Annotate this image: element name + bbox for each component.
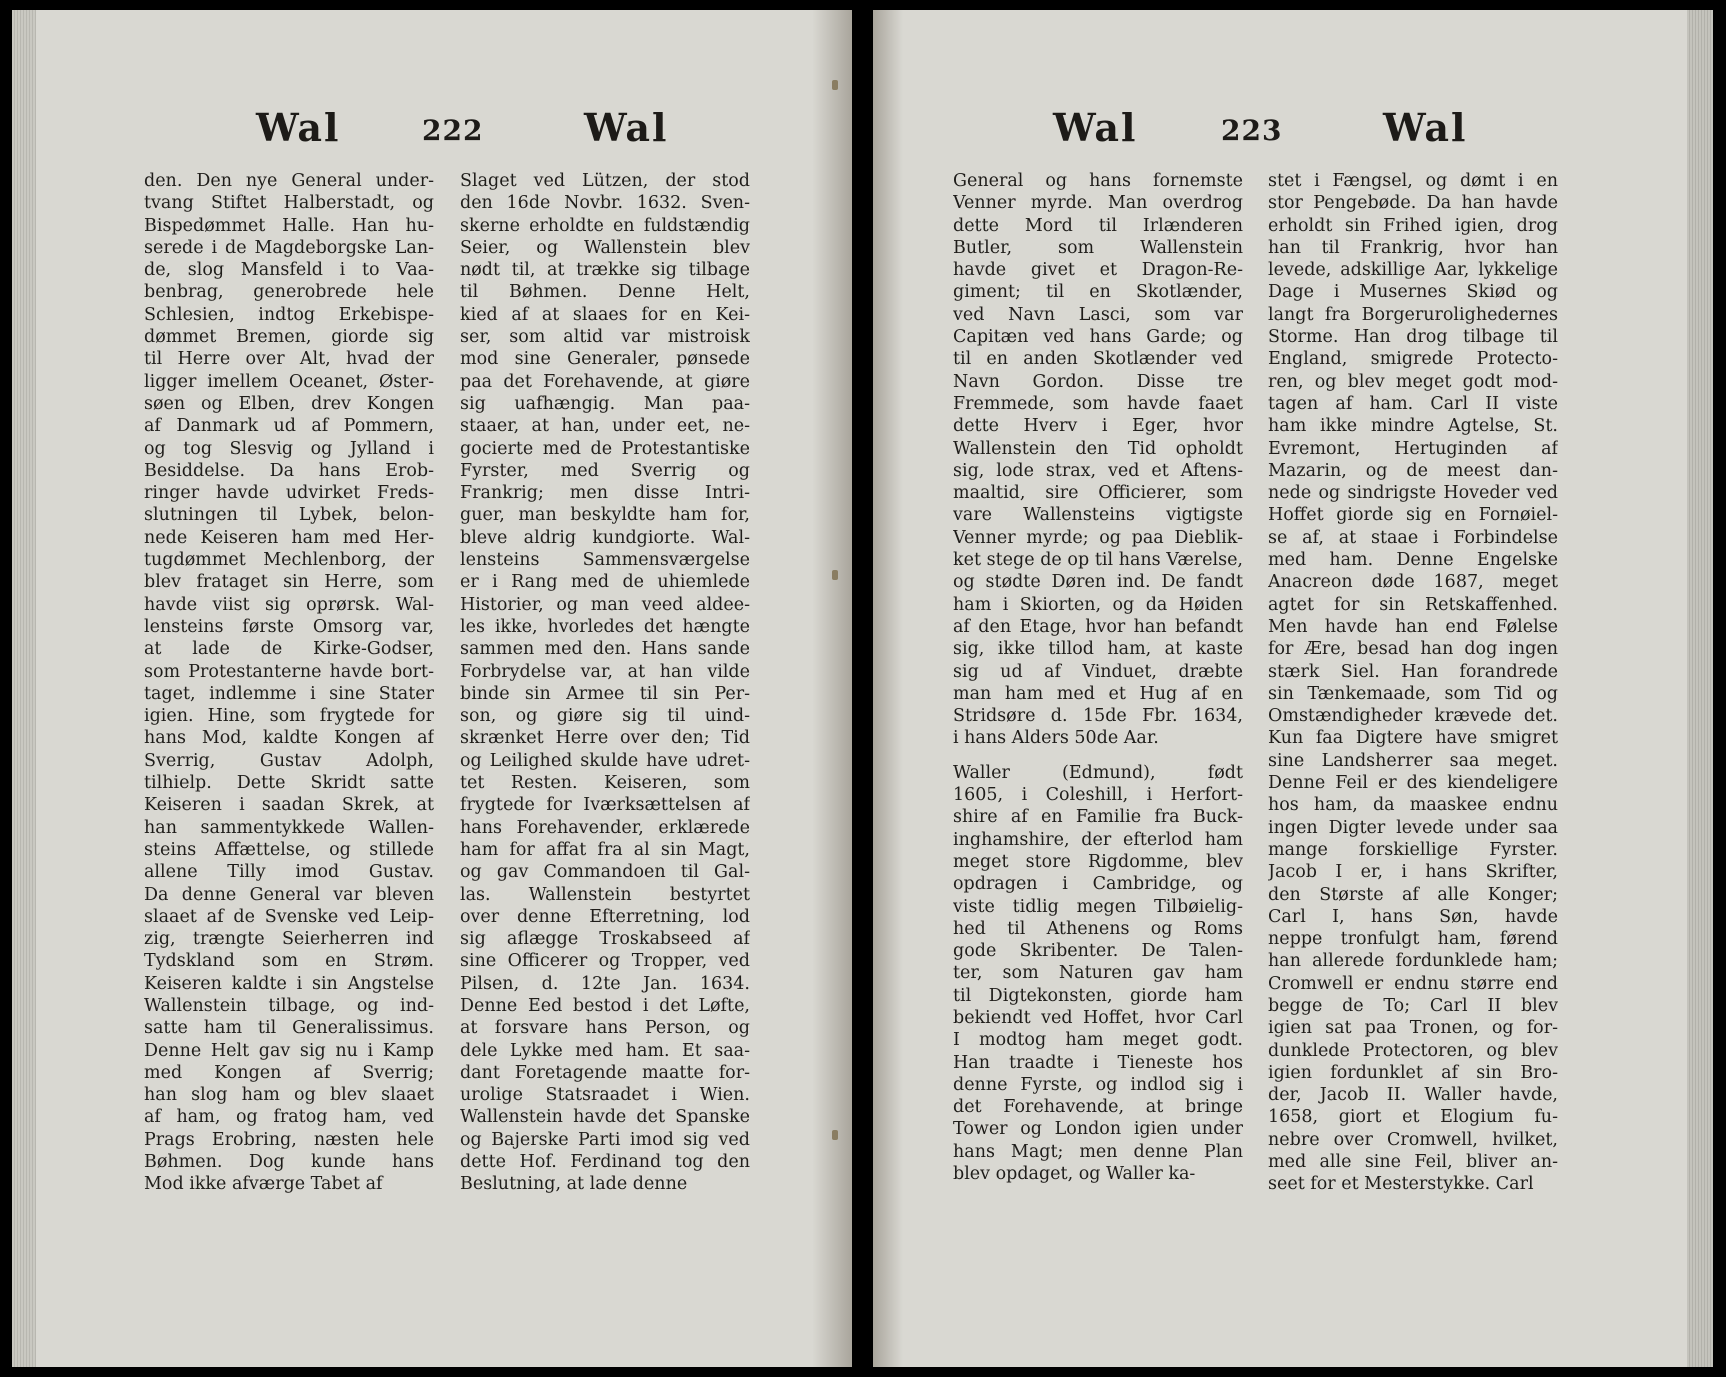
text-line: Prags Erobring, næsten hele (144, 1129, 434, 1150)
text-line: serede i de Magdeborgske Lan- (144, 237, 434, 258)
text-line: Forbrydelse var, at han vilde (460, 661, 750, 682)
text-line: Sverrig, Gustav Adolph, (144, 750, 434, 771)
text-line: og tog Slesvig og Jylland i (144, 438, 434, 459)
text-line: inghamshire, der efterlod ham (953, 829, 1243, 850)
text-line: de, slog Mansfeld i to Vaa- (144, 260, 434, 281)
text-line: tagen af ham. Carl II viste (1268, 393, 1558, 414)
text-line: begge de To; Carl II blev (1268, 995, 1558, 1016)
text-line: Venner myrde; og paa Dieblik- (953, 527, 1243, 548)
text-line: urolige Statsraadet i Wien. (460, 1085, 750, 1106)
text-line: Anacreon døde 1687, meget (1268, 572, 1558, 593)
text-line: levede, adskillige Aar, lykkelige (1268, 260, 1558, 281)
text-line: og Bajerske Parti imod sig ved (460, 1129, 750, 1150)
text-line: Men havde han end Følelse (1268, 616, 1558, 637)
text-line: Denne Eed bestod i det Løfte, (460, 995, 750, 1016)
text-line: Wallenstein den Tid opholdt (953, 438, 1243, 459)
text-line: I modtog ham meget godt. (953, 1030, 1243, 1051)
page-edge (1687, 10, 1713, 1367)
page-number: 222 (422, 114, 484, 147)
text-line: vare Wallensteins vigtigste (953, 505, 1243, 526)
text-line: blev opdaget, og Waller ka- (953, 1164, 1196, 1185)
text-line: Fremmede, som havde faaet (953, 393, 1243, 414)
text-line: hed til Athenens og Roms (953, 918, 1243, 939)
text-line: sig, lode strax, ved et Aftens- (953, 460, 1243, 481)
text-line: Waller (Edmund), født (953, 762, 1243, 783)
text-line: Hoffet giorde sig en Fornøiel- (1268, 505, 1558, 526)
text-line: Storme. Han drog tilbage til (1268, 327, 1558, 348)
text-line: stor Pengebøde. Da han havde (1268, 193, 1558, 214)
text-line: denne Fyrste, og indlod sig i (953, 1074, 1243, 1095)
text-line: zig, trængte Seierherren ind (144, 929, 434, 950)
text-line: for Ære, besad han dog ingen (1268, 639, 1558, 660)
text-line: Kun faa Digtere have smigret (1268, 728, 1558, 749)
text-line: ren, og blev meget godt mod- (1268, 371, 1558, 392)
text-line: tvang Stiftet Halberstadt, og (144, 193, 434, 214)
text-line: staaer, at han, under eet, ne- (460, 416, 750, 437)
text-line: lensteins Sammensværgelse (460, 550, 750, 571)
text-line: Wallenstein havde det Spanske (460, 1107, 750, 1128)
text-line: ringer havde udvirket Freds- (144, 483, 434, 504)
text-line: Slaget ved Lützen, der stod (460, 171, 750, 191)
text-line: stærk Siel. Han forandrede (1268, 661, 1558, 682)
text-line: dunklede Protectoren, og blev (1268, 1040, 1558, 1061)
text-line: steins Affættelse, og stillede (144, 839, 434, 860)
text-line: Keiseren kaldte i sin Angstelse (144, 973, 434, 994)
text-line: las. Wallenstein bestyrtet (460, 884, 750, 905)
text-line: havde givet et Dragon-Re- (953, 260, 1243, 281)
text-line: dette Hof. Ferdinand tog den (460, 1152, 750, 1173)
text-line: stet i Fængsel, og dømt i en (1268, 171, 1558, 191)
text-line: at lade de Kirke-Godser, (144, 639, 434, 660)
text-line: seet for et Mesterstykke. Carl (1268, 1174, 1534, 1195)
text-line: han til Frankrig, hvor han (1268, 237, 1558, 258)
text-line: giment; til en Skotlænder, (953, 282, 1243, 303)
running-head-left: Wal (256, 105, 341, 150)
text-line: nebre over Cromwell, hvilket, (1268, 1129, 1558, 1150)
text-line: af den Etage, hvor han befandt (953, 616, 1243, 637)
text-line: ket stege de op til hans Værelse, (953, 550, 1243, 571)
text-line: søen og Elben, drev Kongen (144, 393, 434, 414)
text-line: erholdt sin Frihed igien, drog (1268, 215, 1558, 236)
text-line: bleve aldrig kundgiorte. Wal- (460, 527, 750, 548)
text-line: Venner myrde. Man overdrog (953, 193, 1243, 214)
text-line: maaltid, sire Officierer, som (953, 483, 1243, 504)
text-line: Seier, og Wallenstein blev (460, 237, 750, 258)
text-line: ingen Digter levede under saa (1268, 817, 1558, 838)
text-line: Capitæn ved hans Garde; og (953, 327, 1243, 348)
text-line: tilhielp. Dette Skridt satte (144, 773, 434, 794)
text-line: sine Landsherrer saa meget. (1268, 750, 1558, 771)
text-line: og stødte Døren ind. De fandt (953, 572, 1243, 593)
text-line: shire af en Familie fra Buck- (953, 807, 1243, 828)
text-line: Han traadte i Tieneste hos (953, 1052, 1243, 1073)
text-line: ham ikke mindre Agtelse, St. (1268, 416, 1558, 437)
text-line: Butler, som Wallenstein (953, 237, 1243, 258)
binding-stitch (832, 80, 838, 90)
text-line: til Digtekonsten, giorde ham (953, 985, 1243, 1006)
text-line: Schlesien, indtog Erkebispe- (144, 304, 434, 325)
text-line: man ham med et Hug af en (953, 683, 1243, 704)
text-line: Besiddelse. Da hans Erob- (144, 460, 434, 481)
text-line: binde sin Armee til sin Per- (460, 683, 750, 704)
text-line: 1658, giort et Elogium fu- (1268, 1107, 1558, 1128)
text-line: dette Hverv i Eger, hvor (953, 416, 1243, 437)
text-line: Beslutning, at lade denne (460, 1174, 688, 1195)
text-line: sin Tænkemaade, som Tid og (1268, 683, 1558, 704)
text-line: over denne Efterretning, lod (460, 906, 750, 927)
text-line: les ikke, hvorledes det hængte (460, 616, 750, 637)
text-line: slaaet af de Svenske ved Leip- (144, 906, 434, 927)
entry-gap (953, 750, 1243, 762)
text-line: Historier, og man veed aldee- (460, 594, 750, 615)
text-column-left (953, 170, 1243, 1185)
text-line: ter, som Naturen gav ham (953, 963, 1243, 984)
text-line: skrænket Herre over den; Tid (460, 728, 750, 749)
text-line: General og hans fornemste (953, 171, 1243, 191)
gutter-shadow (812, 10, 852, 1367)
text-line: allene Tilly imod Gustav. (144, 862, 434, 883)
text-line: Stridsøre d. 15de Fbr. 1634, (953, 706, 1243, 727)
binding-stitch (832, 570, 838, 580)
text-line: af ham, og fratog ham, ved (144, 1107, 434, 1128)
text-line: nede og sindrigste Hoveder ved (1268, 483, 1558, 504)
text-line: slutningen til Lybek, belon- (144, 505, 434, 526)
text-line: se af, at staae i Forbindelse (1268, 527, 1558, 548)
left-page (12, 10, 852, 1367)
text-line: agtet for sin Retskaffenhed. (1268, 594, 1558, 615)
text-line: han sammentykkede Wallen- (144, 817, 434, 838)
text-line: den. Den nye General under- (144, 171, 434, 191)
text-line: Wallenstein tilbage, og ind- (144, 995, 434, 1016)
text-line: til Bøhmen. Denne Helt, (460, 282, 750, 303)
text-line: ser, som altid var mistroisk (460, 327, 750, 348)
running-head-right: Wal (584, 105, 669, 150)
right-page (873, 10, 1713, 1367)
text-line: Carl I, hans Søn, havde (1268, 906, 1558, 927)
text-line: bekiendt ved Hoffet, hvor Carl (953, 1007, 1243, 1028)
text-line: hos ham, da maaskee endnu (1268, 795, 1558, 816)
text-line: at forsvare hans Person, og (460, 1018, 750, 1039)
text-line: satte ham til Generalissimus. (144, 1018, 434, 1039)
text-line: skerne erholdte en fuldstændig (460, 215, 750, 236)
text-line: nede Keiseren ham med Her- (144, 527, 434, 548)
text-line: til Herre over Alt, hvad der (144, 349, 434, 370)
text-line: Navn Gordon. Disse tre (953, 371, 1243, 392)
text-line: og Leilighed skulde have udret- (460, 750, 750, 771)
text-line: gode Skribenter. De Talen- (953, 941, 1243, 962)
text-line: taget, indlemme i sine Stater (144, 683, 434, 704)
text-line: sig uafhængig. Man paa- (460, 393, 750, 414)
text-line: af Danmark ud af Pommern, (144, 416, 434, 437)
text-line: som Protestanterne havde bort- (144, 661, 434, 682)
text-column-right (1268, 170, 1558, 1196)
text-line: ved Navn Lasci, som var (953, 304, 1243, 325)
text-line: Denne Feil er des kiendeligere (1268, 773, 1558, 794)
text-line: Bispedømmet Halle. Han hu- (144, 215, 434, 236)
running-head-left: Wal (1053, 105, 1138, 150)
text-line: nødt til, at trække sig tilbage (460, 260, 750, 281)
text-line: Mazarin, og de meest dan- (1268, 460, 1558, 481)
running-head-right: Wal (1383, 105, 1468, 150)
text-line: igien sat paa Tronen, og for- (1268, 1018, 1558, 1039)
text-line: den Største af alle Konger; (1268, 884, 1558, 905)
text-line: mod sine Generaler, pønsede (460, 349, 750, 370)
text-line: sig, ikke tillod ham, at kaste (953, 639, 1243, 660)
text-line: i hans Alders 50de Aar. (953, 728, 1159, 749)
text-line: med Kongen af Sverrig; (144, 1062, 434, 1083)
text-line: der, Jacob II. Waller havde, (1268, 1085, 1558, 1106)
text-line: mange forskiellige Fyrster. (1268, 839, 1558, 860)
text-line: Jacob I er, i hans Skrifter, (1268, 862, 1558, 883)
text-line: hans Forehavender, erklærede (460, 817, 750, 838)
text-line: viste tidlig megen Tilbøielig- (953, 896, 1243, 917)
text-line: langt fra Borgerurolighedernes (1268, 304, 1558, 325)
text-line: Tower og London igien under (953, 1119, 1243, 1140)
text-line: havde viist sig oprørsk. Wal- (144, 594, 434, 615)
text-line: med alle sine Feil, bliver an- (1268, 1152, 1558, 1173)
text-line: Bøhmen. Dog kunde hans (144, 1152, 434, 1173)
text-line: dømmet Bremen, giorde sig (144, 327, 434, 348)
text-line: paa det Forehavende, at giøre (460, 371, 750, 392)
text-line: sammen med den. Hans sande (460, 639, 750, 660)
text-line: sig ud af Vinduet, dræbte (953, 661, 1243, 682)
text-line: Omstændigheder krævede det. (1268, 706, 1558, 727)
text-line: han slog ham og blev slaaet (144, 1085, 434, 1106)
text-line: det Forehavende, at bringe (953, 1097, 1243, 1118)
text-line: Frankrig; men disse Intri- (460, 483, 750, 504)
text-line: neppe tronfulgt ham, førend (1268, 929, 1558, 950)
text-line: Mod ikke afværge Tabet af (144, 1174, 383, 1195)
text-line: 1605, i Coleshill, i Herfort- (953, 785, 1243, 806)
text-line: Keiseren i saadan Skrek, at (144, 795, 434, 816)
text-line: England, smigrede Protecto- (1268, 349, 1558, 370)
text-line: han allerede fordunklede ham; (1268, 951, 1558, 972)
text-line: igien. Hine, som frygtede for (144, 706, 434, 727)
text-line: son, og giøre sig til uind- (460, 706, 750, 727)
text-line: ligger imellem Oceanet, Øster- (144, 371, 434, 392)
text-line: dette Mord til Irlænderen (953, 215, 1243, 236)
text-line: Evremont, Hertuginden af (1268, 438, 1558, 459)
text-line: kied af at slaaes for en Kei- (460, 304, 750, 325)
text-line: gocierte med de Protestantiske (460, 438, 750, 459)
text-line: igien fordunklet af sin Bro- (1268, 1062, 1558, 1083)
text-line: dant Foretagende maatte for- (460, 1062, 750, 1083)
text-line: Da denne General var bleven (144, 884, 434, 905)
text-line: blev frataget sin Herre, som (144, 572, 434, 593)
text-line: den 16de Novbr. 1632. Sven- (460, 193, 750, 214)
text-line: frygtede for Iværksættelsen af (460, 795, 750, 816)
text-line: lensteins første Omsorg var, (144, 616, 434, 637)
text-line: Denne Helt gav sig nu i Kamp (144, 1040, 434, 1061)
text-line: Tydskland som en Strøm. (144, 951, 434, 972)
text-line: Cromwell er endnu større end (1268, 973, 1558, 994)
text-column-left (144, 170, 434, 1196)
text-line: sig aflægge Troskabseed af (460, 929, 750, 950)
binding-stitch (832, 1130, 838, 1140)
text-line: hans Mod, kaldte Kongen af (144, 728, 434, 749)
text-line: Pilsen, d. 12te Jan. 1634. (460, 973, 750, 994)
page-number: 223 (1221, 114, 1283, 147)
text-line: opdragen i Cambridge, og (953, 874, 1243, 895)
text-line: ham i Skiorten, og da Høiden (953, 594, 1243, 615)
text-line: Fyrster, med Sverrig og (460, 460, 750, 481)
text-line: og gav Commandoen til Gal- (460, 862, 750, 883)
text-line: Dage i Musernes Skiød og (1268, 282, 1558, 303)
text-line: med ham. Denne Engelske (1268, 550, 1558, 571)
text-line: hans Magt; men denne Plan (953, 1141, 1243, 1162)
text-line: er i Rang med de uhiemlede (460, 572, 750, 593)
text-line: benbrag, generobrede hele (144, 282, 434, 303)
page-edge (12, 10, 36, 1367)
text-line: til en anden Skotlænder ved (953, 349, 1243, 370)
text-line: dele Lykke med ham. Et saa- (460, 1040, 750, 1061)
text-line: ham for affat fra al sin Magt, (460, 839, 750, 860)
text-line: guer, man beskyldte ham for, (460, 505, 750, 526)
gutter-shadow (873, 10, 903, 1367)
text-line: tugdømmet Mechlenborg, der (144, 550, 434, 571)
text-line: sine Officerer og Tropper, ved (460, 951, 750, 972)
text-line: tet Resten. Keiseren, som (460, 773, 750, 794)
text-column-right (460, 170, 750, 1196)
text-line: meget store Rigdomme, blev (953, 851, 1243, 872)
